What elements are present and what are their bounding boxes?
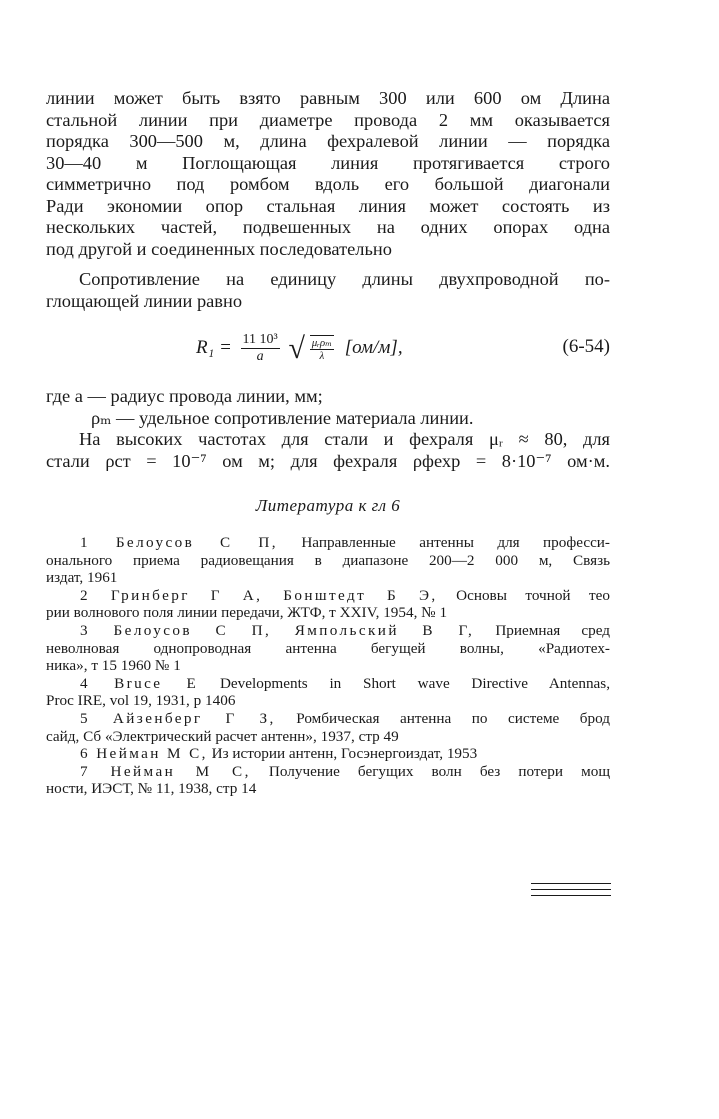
reference-item: [46, 675, 610, 710]
reference-line: ности, ИЭСТ, № 11, 1938, стр 14: [46, 780, 257, 798]
reference-item: [46, 622, 610, 675]
formula-expression: [196, 332, 403, 365]
formula-unit: [ом/м],: [344, 336, 403, 358]
fraction-numerator: 11 10³: [242, 332, 278, 347]
reference-item: [46, 587, 610, 622]
reference-line: онального приема радиовещания в диапазоне 200—2 000 м, Связь: [46, 551, 610, 569]
text-line: глощающей линии равно: [46, 290, 243, 311]
reference-item: [46, 763, 610, 798]
formula-6-54: [46, 320, 610, 378]
legend-line: где a — радиус провода линии, мм;: [46, 386, 323, 406]
end-rule-line: [531, 883, 611, 884]
reference-author: 7 Нейман М С,: [80, 762, 251, 780]
text-line: симметрично под ромбом вдоль его большой диагонали: [46, 174, 610, 194]
reference-line: 2 Гринберг Г А, Бонштедт Б Э, Основы точной тео: [80, 586, 610, 604]
reference-line: 6 Нейман М С, Из истории антенн, Госэнергоиздат, 1953: [80, 745, 478, 763]
reference-line: 1 Белоусов С П, Направленные антенны для професси-: [80, 534, 610, 551]
formula-lhs: R₁ =: [196, 336, 232, 358]
reference-author: 1 Белоусов С П,: [80, 534, 278, 551]
fraction-denominator: a: [256, 349, 264, 364]
references-heading: Литература к гл 6: [255, 496, 401, 515]
chapter-end-rule: [531, 883, 611, 901]
text-line: Ради экономии опор стальная линия может состоять из: [46, 195, 610, 216]
reference-line: 4 Bruce E Developments in Short wave Directive Antennas,: [80, 674, 610, 692]
text-line: стальной линии при диаметре провода 2 мм оказывается: [46, 109, 610, 130]
reference-line: неволновая однопроводная антенна бегущей волны, «Радиотех-: [46, 639, 610, 657]
text-line: 30—40 м Поглощающая линия протягивается строго: [46, 152, 610, 173]
reference-line: ника», т 15 1960 № 1: [46, 657, 181, 675]
reference-author: 2 Гринберг Г А, Бонштедт Б Э,: [80, 586, 438, 604]
end-rule-line: [531, 895, 611, 896]
text-line: линии может быть взято равным 300 или 600 ом Длина: [46, 88, 610, 108]
sqrt-fraction: [310, 335, 334, 362]
paragraph-resistance: [46, 269, 610, 312]
page-body: [46, 88, 610, 798]
text-line: порядка 300—500 м, длина фехралевой линии — порядка: [46, 131, 610, 151]
formula-number: (6-54): [562, 336, 610, 357]
reference-line: рии волнового поля линии передачи, ЖТФ, т XXIV, 1954, № 1: [46, 604, 448, 622]
reference-author: 6 Нейман М С,: [80, 745, 208, 763]
formula-legend: [46, 386, 610, 429]
reference-line: 3 Белоусов С П, Ямпольский В Г, Приемная сред: [80, 621, 611, 639]
sqrt-numerator: μᵣρₘ: [311, 337, 332, 349]
text-line: нескольких частей, подвешенных на одних опорах одна: [46, 217, 610, 237]
legend-line: ρₘ — удельное сопротивление материала линии.: [91, 407, 474, 428]
reference-line: 7 Нейман М С, Получение бегущих волн без потери мощ: [80, 762, 611, 780]
text-line: стали ρст = 10⁻⁷ ом м; для фехраля ρфехр = 8·10⁻⁷ ом·м.: [46, 450, 610, 471]
reference-author: 5 Айзенберг Г З,: [80, 709, 276, 727]
reference-author: 3 Белоусов С П, Ямпольский В Г,: [80, 621, 475, 639]
reference-line: сайд, Сб «Электрический расчет антенн», 1937, стр 49: [46, 727, 399, 745]
end-rule-line: [531, 889, 611, 890]
reference-author: 4 Bruce E: [80, 674, 199, 692]
references-list: [46, 534, 610, 798]
paragraph-high-freq: [46, 429, 610, 472]
reference-line: 5 Айзенберг Г З, Ромбическая антенна по системе брод: [80, 709, 611, 727]
reference-item: [46, 710, 610, 745]
reference-item: [46, 534, 610, 587]
sqrt-denominator: λ: [319, 350, 325, 362]
reference-item: [46, 745, 610, 763]
reference-line: издат, 1961: [46, 569, 118, 587]
text-line: под другой и соединенных последовательно: [46, 238, 392, 259]
reference-line: Proc IRE, vol 19, 1931, p 1406: [46, 692, 236, 710]
sqrt-sign: √: [288, 331, 305, 365]
text-line: На высоких частотах для стали и фехраля μᵣ ≈ 80, для: [79, 429, 610, 449]
text-line: Сопротивление на единицу длины двухпроводной по-: [79, 269, 610, 289]
paragraph-intro: [46, 88, 610, 260]
formula-fraction: [241, 332, 280, 365]
